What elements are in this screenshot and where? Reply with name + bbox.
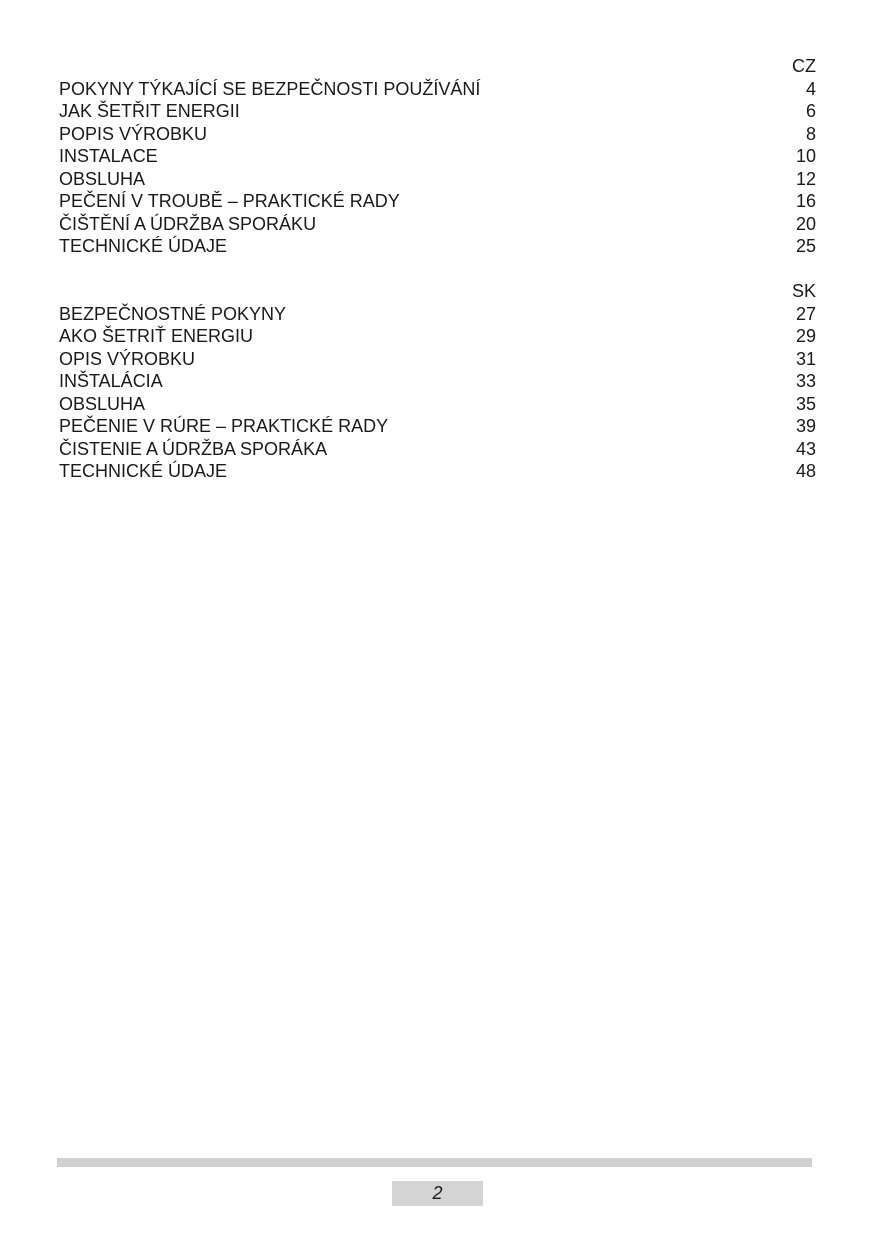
toc-entry-page: 4	[805, 78, 816, 99]
toc-entry[interactable]	[59, 370, 816, 393]
toc-section-cz	[59, 55, 816, 258]
toc-entry[interactable]	[59, 78, 816, 101]
toc-entry-title: INŠTALÁCIA	[59, 371, 163, 391]
toc-entry[interactable]	[59, 213, 816, 236]
toc-section-sk	[59, 280, 816, 483]
toc-entry-title: TECHNICKÉ ÚDAJE	[59, 461, 228, 481]
toc-entry-title: POPIS VÝROBKU	[59, 123, 208, 144]
toc-entry[interactable]	[59, 415, 816, 438]
toc-entry[interactable]	[59, 100, 816, 123]
toc-entry[interactable]	[59, 235, 816, 258]
toc-entry[interactable]	[59, 168, 816, 191]
toc-entry-page: 39	[795, 416, 816, 436]
toc-entry[interactable]	[59, 145, 816, 168]
toc-entry-title: OPIS VÝROBKU	[59, 348, 196, 369]
toc-entry-page: 27	[795, 303, 816, 324]
toc-entry[interactable]	[59, 123, 816, 146]
toc-entry-title: JAK ŠETŘIT ENERGII	[59, 101, 240, 121]
toc-entry-page: 33	[795, 371, 816, 391]
toc-entry-title: BEZPEČNOSTNÉ POKYNY	[59, 303, 287, 324]
toc-entry-title: AKO ŠETRIŤ ENERGIU	[59, 326, 254, 346]
toc-entry-page: 35	[795, 393, 816, 414]
toc-entry-title: OBSLUHA	[59, 393, 146, 414]
toc-entry-title: OBSLUHA	[59, 168, 146, 189]
language-code: CZ	[792, 56, 816, 76]
toc-entry-title: TECHNICKÉ ÚDAJE	[59, 236, 228, 256]
toc-entry-page: 48	[795, 461, 816, 481]
footer-divider	[57, 1158, 812, 1167]
toc-entry-page: 12	[795, 168, 816, 189]
toc-entry-page: 25	[795, 236, 816, 256]
toc-entry[interactable]	[59, 438, 816, 461]
page-number: 2	[392, 1181, 483, 1206]
toc-entry-page: 43	[795, 438, 816, 459]
toc-entry-title: ČIŠTĚNÍ A ÚDRŽBA SPORÁKU	[59, 213, 317, 234]
toc-entry[interactable]	[59, 303, 816, 326]
toc-entry[interactable]	[59, 393, 816, 416]
toc-entry-page: 8	[805, 123, 816, 144]
toc-entry-page: 29	[795, 326, 816, 346]
toc-entry[interactable]	[59, 190, 816, 213]
toc-entry-title: PEČENIE V RÚRE – PRAKTICKÉ RADY	[59, 416, 389, 436]
language-code: SK	[791, 281, 816, 301]
toc-entry-title: ČISTENIE A ÚDRŽBA SPORÁKA	[59, 438, 328, 459]
toc-entry-title: INSTALACE	[59, 146, 158, 166]
toc-entry-page: 16	[795, 191, 816, 211]
toc-entry[interactable]	[59, 460, 816, 483]
toc-entry-page: 10	[795, 146, 816, 166]
toc-entry-page: 20	[795, 213, 816, 234]
toc-entry[interactable]	[59, 325, 816, 348]
toc-entry[interactable]	[59, 348, 816, 371]
toc-entry-title: PEČENÍ V TROUBĚ – PRAKTICKÉ RADY	[59, 191, 400, 211]
toc-entry-title: POKYNY TÝKAJÍCÍ SE BEZPEČNOSTI POUŽÍVÁNÍ	[59, 78, 481, 99]
toc-entry-page: 6	[805, 101, 816, 121]
toc-entry-page: 31	[795, 348, 816, 369]
